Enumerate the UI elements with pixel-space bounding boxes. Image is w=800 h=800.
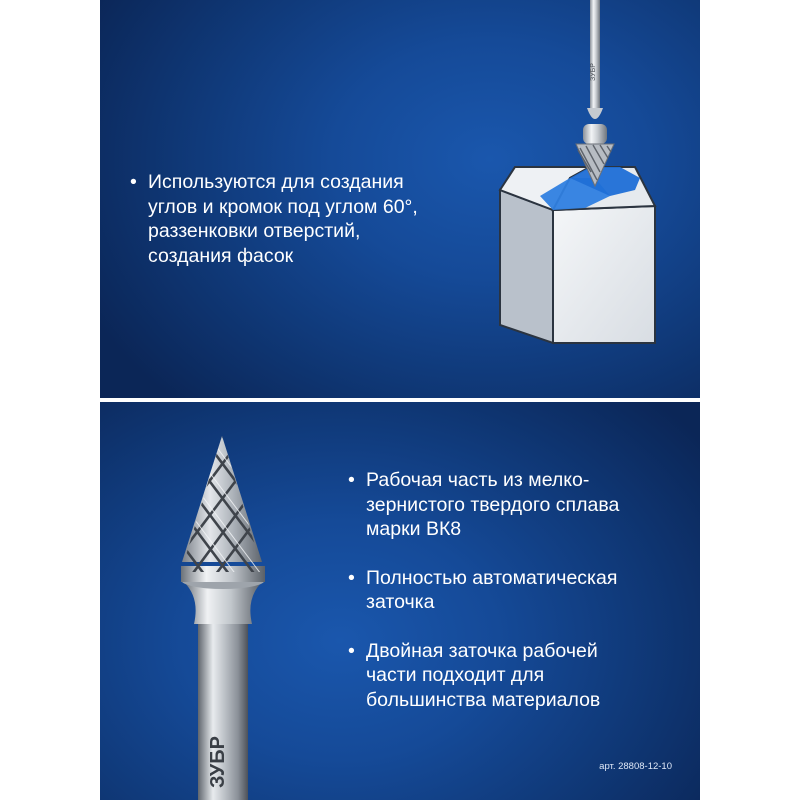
bullet-material-text: Рабочая часть из мелко- зернистого твердого сплава марки ВК8 bbox=[366, 469, 620, 540]
bullet-sharpening-text: Полностью автоматическая заточка bbox=[366, 566, 618, 613]
top-shank-marking: ЗУБР bbox=[590, 63, 597, 81]
article-number: арт. 28808-12-10 bbox=[599, 761, 672, 772]
bottom-panel bbox=[100, 402, 700, 800]
bullet-application-text: Используются для создания углов и кромок под углом 60°, раззенковки отверстий, создания фасок bbox=[148, 171, 418, 267]
bullet-material bbox=[344, 468, 700, 542]
bullet-sharpening bbox=[344, 566, 700, 615]
bottom-shank-marking: ЗУБР bbox=[207, 736, 229, 788]
burr-tool-closeup bbox=[140, 417, 295, 800]
bullet-double-cut-text: Двойная заточка рабочей части подходит для большинства материалов bbox=[366, 639, 601, 711]
block-with-burr-illustration bbox=[100, 0, 700, 398]
bottom-bullet-list bbox=[344, 468, 700, 736]
top-panel bbox=[100, 0, 700, 398]
burr-tool-top bbox=[576, 0, 614, 186]
workpiece-block bbox=[500, 167, 655, 343]
bullet-double-cut bbox=[344, 639, 700, 713]
